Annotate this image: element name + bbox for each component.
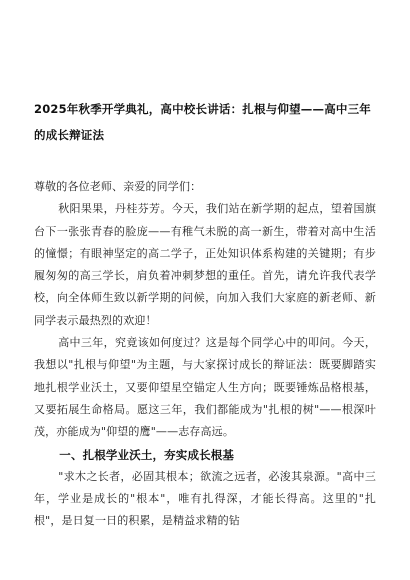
document-body: [34, 176, 376, 533]
document-title: 2025年秋季开学典礼，高中校长讲话：扎根与仰望——高中三年的成长辩证法: [34, 102, 372, 142]
body-paragraph: 高中三年，究竟该如何度过？这是每个同学心中的叩问。今天，我想以"扎根与仰望"为主题，与大家探讨成长的辩证法：既要脚踏实地扎根学业沃土，又要仰望星空锚定人生方向；既要锤炼品格根基，又要拓展生命格局。愿这三年，我们都能成为"扎根的树"——根深叶茂，亦能成为"仰望的鹰"——志存高远。: [34, 336, 376, 439]
section-paragraph: "求木之长者，必固其根本；欲流之远者，必浚其泉源。"高中三年，学业是成长的"根本"，唯有扎得深，才能长得高。这里的"扎根"，是日复一日的积累，是精益求精的钻: [34, 469, 376, 528]
section-heading: 一、扎根学业沃土，夯实成长根基: [59, 447, 235, 462]
salutation: 尊敬的各位老师、亲爱的同学们：: [34, 180, 202, 193]
body-paragraph: 秋阳果果，丹桂芬芳。今天，我们站在新学期的起点，望着国旗台下一张张青春的脸庞——有稚气未脱的高一新生，带着对高中生活的憧憬；有眼神坚定的高二学子，正处知识体系构建的关键期；有步履匆匆的高三学长，肩负着冲刺梦想的重任。首先，请允许我代表学校，向全体师生致以新学期的问候，向加入我们大家庭的新老师、新同学表示最热烈的欢迎！: [34, 202, 376, 327]
